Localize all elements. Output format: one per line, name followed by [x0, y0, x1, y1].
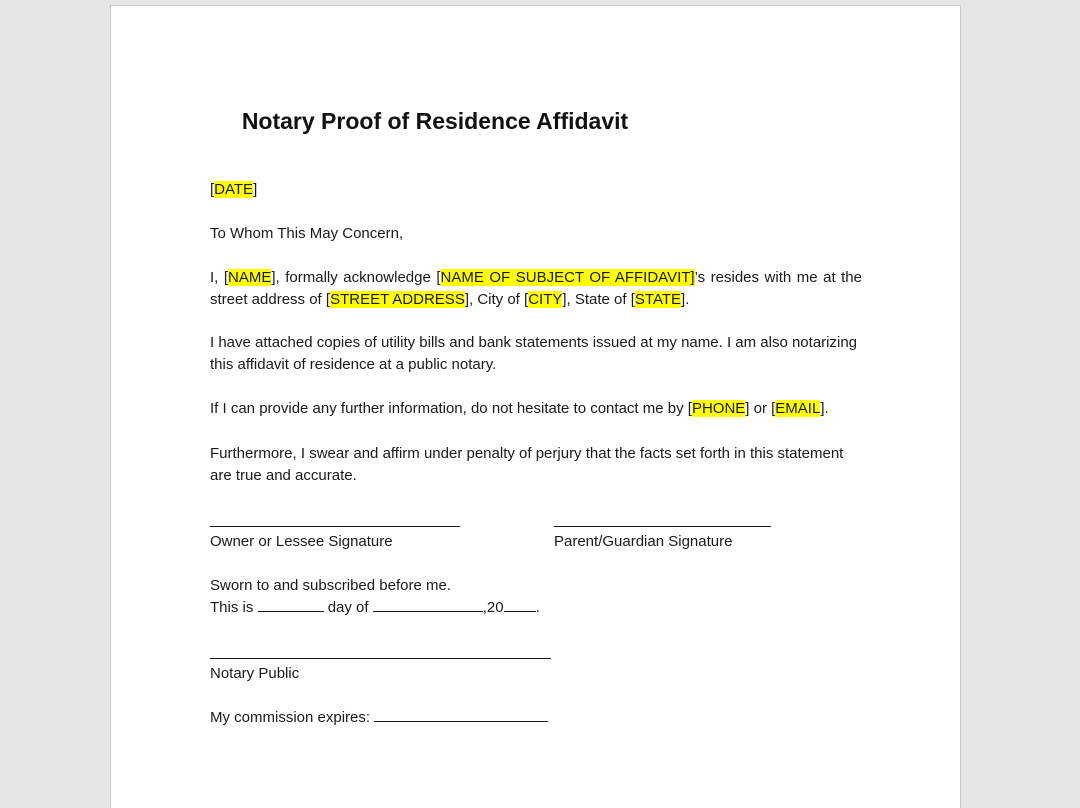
- document-title: Notary Proof of Residence Affidavit: [241, 108, 629, 134]
- perjury-paragraph: Furthermore, I swear and affirm under penalty of perjury that the facts set forth in this statement are true and accurate.: [210, 445, 844, 484]
- guardian-signature-line: [554, 526, 771, 527]
- owner-signature-label: Owner or Lessee Signature: [210, 533, 393, 550]
- commission-line: My commission expires:: [210, 707, 862, 729]
- city-placeholder: CITY: [528, 291, 563, 308]
- contact-paragraph: If I can provide any further information, do not hesitate to contact me by [PHONE] or [EMAIL].: [210, 400, 829, 417]
- date-placeholder: DATE: [214, 181, 254, 198]
- sworn-statement: Sworn to and subscribed before me.: [210, 577, 451, 594]
- street-address-placeholder: STREET ADDRESS: [330, 291, 465, 308]
- notary-signature-line: [210, 658, 551, 659]
- notary-public-label: Notary Public: [210, 665, 300, 682]
- email-placeholder: EMAIL: [775, 400, 821, 417]
- month-blank: [373, 597, 483, 612]
- salutation: To Whom This May Concern,: [210, 225, 404, 242]
- phone-placeholder: PHONE: [691, 400, 746, 417]
- guardian-signature-label: Parent/Guardian Signature: [554, 533, 733, 550]
- state-placeholder: STATE: [634, 291, 682, 308]
- owner-signature-line: [210, 526, 460, 527]
- acknowledgement-paragraph: I, [NAME], formally acknowledge [NAME OF SUBJECT OF AFFIDAVIT]’s resides with me at the street address of [STREET ADDRESS], City of [CITY], State of [STATE].: [210, 269, 862, 308]
- name-placeholder: NAME: [228, 269, 272, 286]
- attachments-paragraph: I have attached copies of utility bills and bank statements issued at my name. I am also notarizing this affidavit of residence at a public notary.: [210, 334, 858, 373]
- date-line: [DATE]: [210, 181, 258, 198]
- commission-expiry-blank: [374, 707, 548, 722]
- subject-placeholder: NAME OF SUBJECT OF AFFIDAVIT]: [440, 269, 695, 286]
- date-sworn-line: This is day of ,20 .: [210, 599, 540, 616]
- day-blank: [258, 597, 324, 612]
- year-blank: [504, 597, 536, 612]
